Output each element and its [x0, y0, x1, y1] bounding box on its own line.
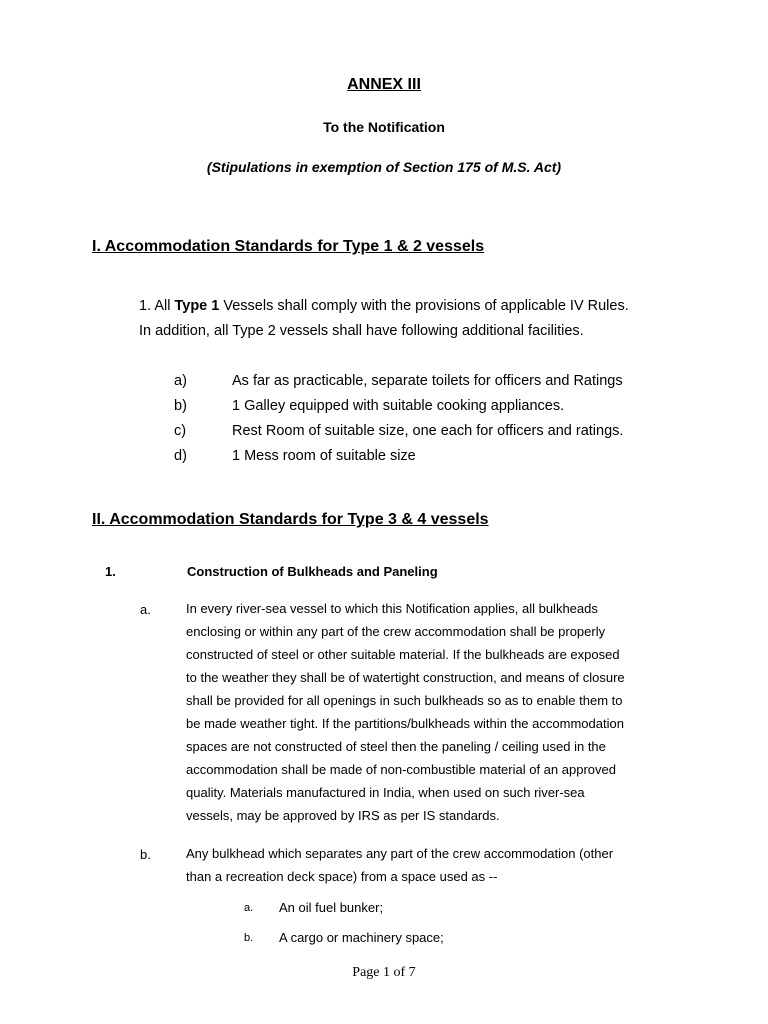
paragraph-a-text	[186, 597, 686, 827]
section-2-heading: II. Accommodation Standards for Type 3 & 4 vessels	[92, 511, 489, 528]
para-bold-type: Type 1	[174, 298, 220, 314]
annex-title: ANNEX III	[347, 76, 421, 93]
paragraph-line: accommodation shall be made of non-combustible material of an approved	[186, 762, 616, 777]
paragraph-line: constructed of steel or other suitable material. If the bulkheads are exposed	[186, 647, 620, 662]
annex-stipulation: (Stipulations in exemption of Section 175 of M.S. Act)	[206, 159, 562, 175]
section-1-paragraph-line-1	[139, 293, 629, 319]
paragraph-line: In every river-sea vessel to which this Notification applies, all bulkheads	[186, 601, 598, 616]
item-text: Rest Room of suitable size, one each for officers and ratings.	[232, 423, 624, 439]
item-text: 1 Galley equipped with suitable cooking appliances.	[232, 398, 565, 414]
para-prefix: 1. All	[139, 298, 175, 314]
paragraph-line: shall be provided for all openings in such bulkheads so as to enable them to	[186, 693, 623, 708]
item-text: 1 Mess room of suitable size	[232, 448, 416, 464]
subitem-letter: a.	[244, 902, 254, 914]
annex-subtitle: To the Notification	[323, 119, 445, 135]
section-1-heading: I. Accommodation Standards for Type 1 & 2 vessels	[92, 238, 485, 255]
paragraph-b-letter: b.	[140, 847, 151, 862]
item-letter: a)	[174, 373, 187, 389]
paragraph-line: quality. Materials manufactured in India, when used on such river-sea	[186, 785, 585, 800]
item-letter: c)	[174, 423, 187, 439]
paragraph-line: enclosing or within any part of the crew accommodation shall be properly	[186, 624, 606, 639]
paragraph-line: spaces are not constructed of steel then the paneling / ceiling used in the	[186, 739, 606, 754]
paragraph-line: Any bulkhead which separates any part of the crew accommodation (other	[186, 846, 614, 861]
paragraph-line: to the weather they shall be of watertight construction, and means of closure	[186, 670, 625, 685]
para-rest: Vessels shall comply with the provisions of applicable IV Rules.	[219, 298, 629, 314]
item-letter: d)	[174, 448, 187, 464]
subitem-text: An oil fuel bunker;	[279, 900, 384, 915]
paragraph-line: vessels, may be approved by IRS as per IS standards.	[186, 808, 500, 823]
item-text: As far as practicable, separate toilets for officers and Ratings	[232, 373, 623, 389]
paragraph-b-text	[186, 842, 686, 888]
page-number: Page 1 of 7	[352, 965, 416, 980]
paragraph-a-letter: a.	[140, 602, 151, 617]
paragraph-line: be made weather tight. If the partitions/bulkheads within the accommodation	[186, 716, 624, 731]
paragraph-line: than a recreation deck space) from a space used as --	[186, 869, 498, 884]
subsection-number: 1.	[105, 564, 116, 579]
section-1-paragraph-line-2: In addition, all Type 2 vessels shall have following additional facilities.	[139, 323, 584, 339]
subitem-letter: b.	[244, 932, 254, 944]
subitem-text: A cargo or machinery space;	[279, 930, 444, 945]
item-letter: b)	[174, 398, 187, 414]
subsection-title: Construction of Bulkheads and Paneling	[187, 564, 438, 579]
